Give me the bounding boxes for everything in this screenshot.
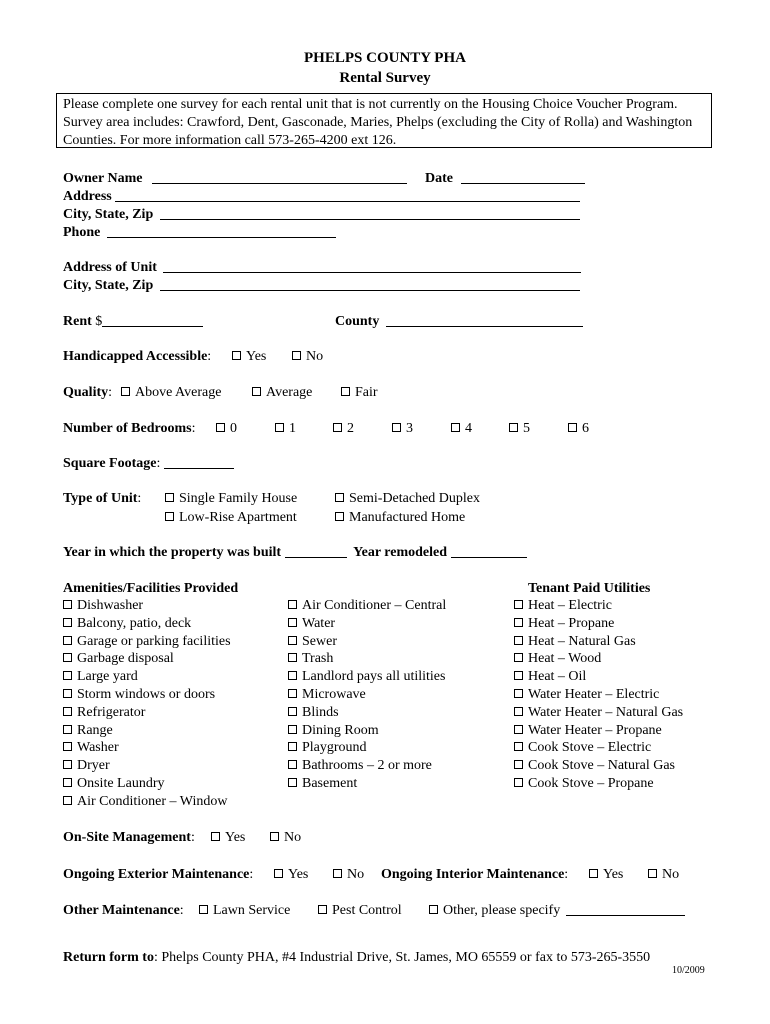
unit-type-label: Low-Rise Apartment: [179, 510, 297, 525]
list-item[interactable]: [63, 722, 231, 740]
tenant-utilities-column: [514, 597, 683, 793]
interior-maintenance-label: Ongoing Interior Maintenance: [381, 867, 565, 882]
checkbox-icon[interactable]: [211, 832, 220, 841]
list-item-label: Sewer: [302, 633, 337, 649]
onsite-management-yes[interactable]: [211, 829, 245, 846]
bedrooms-label: Number of Bedrooms: [63, 421, 192, 436]
unit-city-label: City, State, Zip: [63, 278, 154, 293]
list-item-label: Trash: [302, 651, 334, 667]
date-row: [425, 170, 585, 187]
unit-city-field[interactable]: [160, 277, 580, 291]
intro-box: [56, 93, 712, 148]
handicapped-no-label: No: [306, 349, 324, 364]
checkbox-icon[interactable]: [429, 905, 438, 914]
onsite-no-label: No: [284, 830, 302, 845]
list-item-label: Air Conditioner – Central: [302, 598, 447, 613]
unit-type-label: Manufactured Home: [349, 510, 466, 525]
maintenance-other[interactable]: [429, 902, 685, 919]
exterior-maintenance-label: Ongoing Exterior Maintenance: [63, 867, 250, 882]
date-field[interactable]: [461, 170, 585, 184]
phone-label: Phone: [63, 225, 101, 240]
checkbox-icon[interactable]: [514, 707, 523, 716]
rent-dollar: $: [95, 314, 103, 329]
intro-text: Please complete one survey for each rental unit that is not currently on the Housing Choice Voucher Program. Survey area includes: Crawford, Dent, Gasconade, Maries, Phelps (excluding the City of Rolla) and Washington Counties. For more information call 573-265-4200 ext 126.: [63, 97, 693, 148]
list-item[interactable]: [63, 668, 231, 686]
checkbox-icon[interactable]: [509, 423, 518, 432]
year-remodeled-field[interactable]: [451, 544, 527, 558]
square-footage-field[interactable]: [164, 455, 234, 469]
checkbox-icon[interactable]: [274, 869, 283, 878]
list-item[interactable]: [63, 739, 231, 757]
onsite-management-label: On-Site Management: [63, 830, 191, 845]
quality-option-above[interactable]: [121, 384, 221, 401]
list-item-label: Water: [302, 615, 336, 631]
list-item[interactable]: [288, 739, 446, 757]
checkbox-icon[interactable]: [451, 423, 460, 432]
list-item[interactable]: [63, 615, 231, 633]
form-title: PHELPS COUNTY PHA: [304, 50, 466, 66]
checkbox-icon[interactable]: [318, 905, 327, 914]
return-text: Phelps County PHA, #4 Industrial Drive, St. James, MO 65559 or fax to 573-265-3550: [161, 950, 651, 965]
list-item[interactable]: [514, 686, 683, 704]
list-item-label: Basement: [302, 775, 358, 791]
unit-type-manufactured[interactable]: [335, 509, 465, 526]
bedrooms-option-label: 6: [582, 421, 589, 436]
list-item-label: Onsite Laundry: [77, 775, 165, 791]
checkbox-icon[interactable]: [392, 423, 401, 432]
unit-type-duplex[interactable]: [335, 490, 480, 507]
onsite-yes-label: Yes: [225, 830, 246, 845]
owner-name-row: [63, 170, 407, 187]
list-item[interactable]: [63, 775, 231, 793]
owner-name-field[interactable]: [152, 170, 407, 184]
checkbox-icon[interactable]: [63, 636, 72, 645]
maintenance-pest[interactable]: [318, 902, 402, 919]
checkbox-icon[interactable]: [335, 493, 344, 502]
checkbox-icon[interactable]: [63, 689, 72, 698]
list-item[interactable]: [514, 722, 683, 740]
checkbox-icon[interactable]: [568, 423, 577, 432]
interior-maintenance-row: Ongoing Interior Maintenance:: [381, 867, 569, 882]
list-item-label: Bathrooms – 2 or more: [302, 758, 432, 774]
county-row: [335, 313, 583, 330]
list-item-label: Heat – Wood: [528, 651, 602, 667]
list-item-label: Heat – Natural Gas: [528, 633, 636, 649]
list-item-label: Cook Stove – Natural Gas: [528, 758, 675, 774]
amenities-column-2: [288, 597, 446, 793]
list-item[interactable]: [288, 650, 446, 668]
exterior-maintenance-no[interactable]: [333, 866, 364, 883]
list-item-label: Heat – Propane: [528, 615, 615, 631]
checkbox-icon[interactable]: [63, 600, 72, 609]
owner-name-label: Owner Name: [63, 171, 143, 186]
checkbox-icon[interactable]: [165, 493, 174, 502]
type-of-unit-row: Type of Unit:: [63, 491, 142, 506]
interior-no-label: No: [662, 867, 680, 882]
list-item[interactable]: [288, 775, 446, 793]
unit-address-label: Address of Unit: [63, 260, 157, 275]
interior-maintenance-no[interactable]: [648, 866, 679, 883]
quality-option-label: Above Average: [135, 385, 222, 400]
list-item-label: Water Heater – Natural Gas: [528, 704, 684, 720]
quality-row: Quality:: [63, 385, 113, 400]
list-item[interactable]: [514, 757, 683, 775]
checkbox-icon[interactable]: [589, 869, 598, 878]
list-item[interactable]: [514, 668, 683, 686]
owner-city-row: [63, 206, 580, 223]
year-built-label: Year in which the property was built: [63, 545, 282, 560]
list-item[interactable]: [63, 757, 231, 775]
bedrooms-row: Number of Bedrooms:: [63, 421, 196, 436]
handicapped-yes-label: Yes: [246, 349, 267, 364]
unit-address-row: [63, 259, 581, 276]
list-item-label: Large yard: [77, 669, 138, 685]
checkbox-icon[interactable]: [514, 653, 523, 662]
address-field[interactable]: [115, 188, 580, 202]
unit-type-single-family[interactable]: [165, 490, 297, 507]
list-item[interactable]: [288, 615, 446, 633]
checkbox-icon[interactable]: [63, 796, 72, 805]
list-item-label: Heat – Oil: [528, 669, 587, 685]
quality-label: Quality: [63, 385, 109, 400]
quality-option-fair[interactable]: [341, 384, 378, 401]
bedrooms-option-5[interactable]: [509, 420, 530, 437]
list-item[interactable]: [288, 668, 446, 686]
lawn-label: Lawn Service: [213, 903, 291, 918]
checkbox-icon[interactable]: [288, 636, 297, 645]
list-item[interactable]: [63, 686, 231, 704]
list-item[interactable]: [514, 650, 683, 668]
list-item-label: Washer: [77, 740, 119, 756]
handicapped-no[interactable]: [292, 348, 323, 365]
list-item[interactable]: [288, 722, 446, 740]
county-label: County: [335, 314, 380, 329]
checkbox-icon[interactable]: [121, 387, 130, 396]
list-item-label: Air Conditioner – Window: [77, 793, 228, 809]
checkbox-icon[interactable]: [514, 636, 523, 645]
checkbox-icon[interactable]: [288, 689, 297, 698]
checkbox-icon[interactable]: [63, 618, 72, 627]
list-item-label: Garage or parking facilities: [77, 633, 231, 649]
bedrooms-option-label: 4: [465, 421, 472, 436]
checkbox-icon[interactable]: [63, 671, 72, 680]
address-row: [63, 188, 580, 205]
amenities-heading: Amenities/Facilities Provided: [63, 581, 239, 596]
list-item-label: Dining Room: [302, 722, 379, 738]
bedrooms-option-4[interactable]: [451, 420, 472, 437]
list-item[interactable]: [63, 793, 231, 811]
list-item-label: Storm windows or doors: [77, 686, 216, 702]
phone-field[interactable]: [107, 224, 336, 238]
other-specify-field[interactable]: [566, 902, 685, 916]
list-item-label: Cook Stove – Propane: [528, 775, 654, 791]
list-item[interactable]: [288, 633, 446, 651]
checkbox-icon[interactable]: [216, 423, 225, 432]
phone-row: [63, 224, 336, 241]
checkbox-icon[interactable]: [292, 351, 301, 360]
list-item-label: Cook Stove – Electric: [528, 740, 652, 756]
bedrooms-option-label: 1: [289, 421, 296, 436]
bedrooms-option-label: 2: [347, 421, 354, 436]
list-item-label: Blinds: [302, 704, 339, 720]
return-row: Return form to: Phelps County PHA, #4 Industrial Drive, St. James, MO 65559 or fax to 573-265-3550: [63, 950, 651, 965]
checkbox-icon[interactable]: [288, 760, 297, 769]
other-label: Other, please specify: [443, 903, 561, 918]
checkbox-icon[interactable]: [63, 725, 72, 734]
bedrooms-option-label: 5: [523, 421, 530, 436]
checkbox-icon[interactable]: [341, 387, 350, 396]
handicapped-label: Handicapped Accessible: [63, 349, 208, 364]
square-footage-row: Square Footage:: [63, 455, 234, 472]
owner-city-field[interactable]: [160, 206, 580, 220]
checkbox-icon[interactable]: [63, 742, 72, 751]
checkbox-icon[interactable]: [288, 742, 297, 751]
form-subtitle: Rental Survey: [339, 70, 431, 86]
list-item[interactable]: [288, 686, 446, 704]
list-item[interactable]: [288, 704, 446, 722]
maintenance-lawn[interactable]: [199, 902, 290, 919]
footer-date: 10/2009: [672, 965, 705, 976]
year-built-field[interactable]: [285, 544, 347, 558]
bedrooms-option-2[interactable]: [333, 420, 354, 437]
quality-option-label: Fair: [355, 385, 378, 400]
checkbox-icon[interactable]: [514, 742, 523, 751]
checkbox-icon[interactable]: [165, 512, 174, 521]
checkbox-icon[interactable]: [514, 600, 523, 609]
list-item-label: Landlord pays all utilities: [302, 669, 446, 685]
checkbox-icon[interactable]: [514, 618, 523, 627]
list-item-label: Garbage disposal: [77, 651, 174, 667]
unit-type-label: Single Family House: [179, 491, 298, 506]
bedrooms-option-label: 3: [406, 421, 413, 436]
list-item[interactable]: [514, 775, 683, 793]
checkbox-icon[interactable]: [333, 423, 342, 432]
bedrooms-option-label: 0: [230, 421, 237, 436]
checkbox-icon[interactable]: [288, 653, 297, 662]
checkbox-icon[interactable]: [252, 387, 261, 396]
onsite-management-no[interactable]: [270, 829, 301, 846]
square-footage-label: Square Footage: [63, 456, 157, 471]
unit-city-row: [63, 277, 580, 294]
other-maintenance-label: Other Maintenance: [63, 903, 180, 918]
exterior-maintenance-row: Ongoing Exterior Maintenance:: [63, 867, 254, 882]
checkbox-icon[interactable]: [333, 869, 342, 878]
checkbox-icon[interactable]: [288, 707, 297, 716]
handicapped-yes[interactable]: [232, 348, 266, 365]
list-item-label: Heat – Electric: [528, 598, 612, 613]
checkbox-icon[interactable]: [514, 778, 523, 787]
unit-address-field[interactable]: [163, 259, 581, 273]
checkbox-icon[interactable]: [514, 671, 523, 680]
bedrooms-option-0[interactable]: [216, 420, 237, 437]
list-item-label: Balcony, patio, deck: [77, 615, 192, 631]
checkbox-icon[interactable]: [63, 760, 72, 769]
return-label: Return form to: [63, 950, 154, 965]
list-item-label: Microwave: [302, 686, 366, 702]
onsite-management-row: On-Site Management:: [63, 830, 195, 845]
list-item[interactable]: [514, 597, 683, 615]
checkbox-icon[interactable]: [270, 832, 279, 841]
bedrooms-option-3[interactable]: [392, 420, 413, 437]
county-field[interactable]: [386, 313, 583, 327]
amenities-column-1: [63, 597, 231, 811]
list-item[interactable]: [288, 757, 446, 775]
checkbox-icon[interactable]: [514, 689, 523, 698]
list-item[interactable]: [514, 704, 683, 722]
handicapped-row: Handicapped Accessible:: [63, 349, 212, 364]
address-label: Address: [63, 189, 112, 204]
checkbox-icon[interactable]: [63, 707, 72, 716]
checkbox-icon[interactable]: [648, 869, 657, 878]
list-item-label: Dishwasher: [77, 598, 144, 613]
list-item[interactable]: [514, 615, 683, 633]
type-of-unit-label: Type of Unit: [63, 491, 138, 506]
checkbox-icon[interactable]: [288, 725, 297, 734]
list-item[interactable]: [63, 650, 231, 668]
list-item-label: Water Heater – Electric: [528, 686, 660, 702]
checkbox-icon[interactable]: [63, 653, 72, 662]
exterior-yes-label: Yes: [288, 867, 309, 882]
list-item[interactable]: [288, 597, 446, 615]
list-item[interactable]: [63, 704, 231, 722]
checkbox-icon[interactable]: [232, 351, 241, 360]
interior-maintenance-yes[interactable]: [589, 866, 623, 883]
list-item-label: Playground: [302, 740, 367, 756]
bedrooms-option-6[interactable]: [568, 420, 589, 437]
list-item-label: Water Heater – Propane: [528, 722, 662, 738]
year-remodeled-label: Year remodeled: [353, 545, 448, 560]
bedrooms-option-1[interactable]: [275, 420, 296, 437]
rent-row: [63, 313, 203, 330]
unit-type-label: Semi-Detached Duplex: [349, 491, 481, 506]
list-item-label: Refrigerator: [77, 704, 146, 720]
exterior-no-label: No: [347, 867, 365, 882]
quality-option-average[interactable]: [252, 384, 312, 401]
year-built-row: [63, 544, 527, 561]
checkbox-icon[interactable]: [63, 778, 72, 787]
list-item[interactable]: [63, 597, 231, 615]
list-item[interactable]: [514, 633, 683, 651]
list-item[interactable]: [63, 633, 231, 651]
checkbox-icon[interactable]: [199, 905, 208, 914]
exterior-maintenance-yes[interactable]: [274, 866, 308, 883]
unit-type-low-rise[interactable]: [165, 509, 297, 526]
list-item-label: Range: [77, 722, 113, 738]
checkbox-icon[interactable]: [288, 600, 297, 609]
list-item[interactable]: [514, 739, 683, 757]
checkbox-icon[interactable]: [335, 512, 344, 521]
tenant-utilities-heading: Tenant Paid Utilities: [528, 581, 651, 596]
checkbox-icon[interactable]: [288, 778, 297, 787]
other-maintenance-row: Other Maintenance:: [63, 903, 184, 918]
pest-label: Pest Control: [332, 903, 402, 918]
checkbox-icon[interactable]: [514, 760, 523, 769]
quality-option-label: Average: [266, 385, 313, 400]
owner-city-label: City, State, Zip: [63, 207, 154, 222]
checkbox-icon[interactable]: [288, 671, 297, 680]
rent-label: Rent: [63, 314, 92, 329]
checkbox-icon[interactable]: [288, 618, 297, 627]
rent-field[interactable]: [102, 313, 203, 327]
interior-yes-label: Yes: [603, 867, 624, 882]
checkbox-icon[interactable]: [514, 725, 523, 734]
date-label: Date: [425, 171, 453, 186]
list-item-label: Dryer: [77, 758, 110, 774]
checkbox-icon[interactable]: [275, 423, 284, 432]
